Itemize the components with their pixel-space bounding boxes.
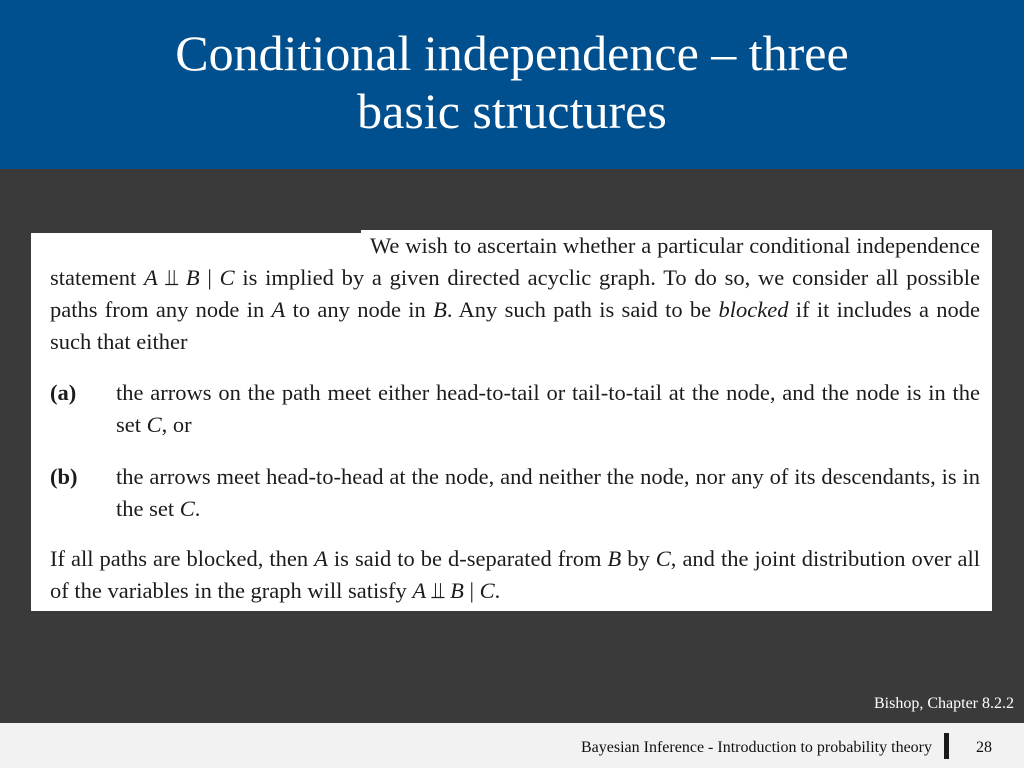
math-A: A — [143, 265, 158, 290]
independence-symbol: ⫫ — [157, 265, 186, 290]
blocked-term: blocked — [718, 297, 789, 322]
math-B: B — [433, 297, 447, 322]
condition-b-end: . — [194, 496, 201, 521]
math-B: B — [185, 265, 200, 290]
independence-symbol: ⫫ — [426, 578, 451, 603]
conclusion-end: . — [494, 578, 501, 603]
math-C: C — [219, 265, 235, 290]
math-C: C — [479, 578, 495, 603]
conditional-bar: | — [463, 578, 480, 603]
page-number: 28 — [976, 739, 992, 756]
conclusion-text-2: is said to be d-separated from — [327, 546, 608, 571]
intro-text-4: . Any such path is said to be — [446, 297, 719, 322]
math-C: C — [179, 496, 195, 521]
condition-b-label: (b) — [50, 464, 78, 489]
condition-a-text: the arrows on the path meet either head-to-tail or tail-to-tail at the node, and the node is in the set — [116, 380, 980, 437]
title-bar — [0, 0, 1024, 169]
intro-text-1: We wish to ascertain whether a particular conditional independence statement — [50, 233, 980, 290]
source-citation: Bishop, Chapter 8.2.2 — [874, 695, 1014, 712]
condition-b-text: the arrows meet head-to-head at the node, and neither the node, nor any of its descendants, is in the set — [116, 464, 980, 521]
intro-text-5: if it includes a node such that either — [50, 297, 980, 354]
excerpt-box — [31, 230, 992, 611]
conditional-bar: | — [199, 265, 220, 290]
conclusion-text-3: by — [621, 546, 656, 571]
footer-title: Bayesian Inference - Introduction to probability theory — [581, 739, 932, 756]
conclusion-text-1: If all paths are blocked, then — [50, 546, 315, 571]
condition-a-label: (a) — [50, 380, 77, 405]
conclusion-text-4: , and the joint distribution over all of the variables in the graph will satisfy — [50, 546, 981, 603]
condition-b — [50, 461, 980, 525]
math-B: B — [607, 546, 622, 571]
math-C: C — [146, 412, 162, 437]
footer-divider — [944, 733, 949, 759]
intro-text-2: is implied by a given directed acyclic graph. To do so, we consider all possible paths from any node in — [50, 265, 980, 322]
math-B: B — [450, 578, 464, 603]
intro-text-3: to any node in — [285, 297, 434, 322]
paragraph-intro — [50, 230, 980, 358]
math-A: A — [314, 546, 328, 571]
excerpt-box-notch — [31, 230, 361, 233]
title-line-1: Conditional independence – three — [175, 24, 849, 81]
excerpt-text — [50, 230, 980, 607]
title-line-2: basic structures — [357, 82, 667, 139]
condition-a — [50, 377, 980, 441]
slide-title — [175, 24, 848, 146]
math-A: A — [271, 297, 286, 322]
condition-a-end: , or — [161, 412, 192, 437]
math-A: A — [412, 578, 427, 603]
math-C: C — [655, 546, 671, 571]
paragraph-conclusion — [50, 543, 980, 607]
